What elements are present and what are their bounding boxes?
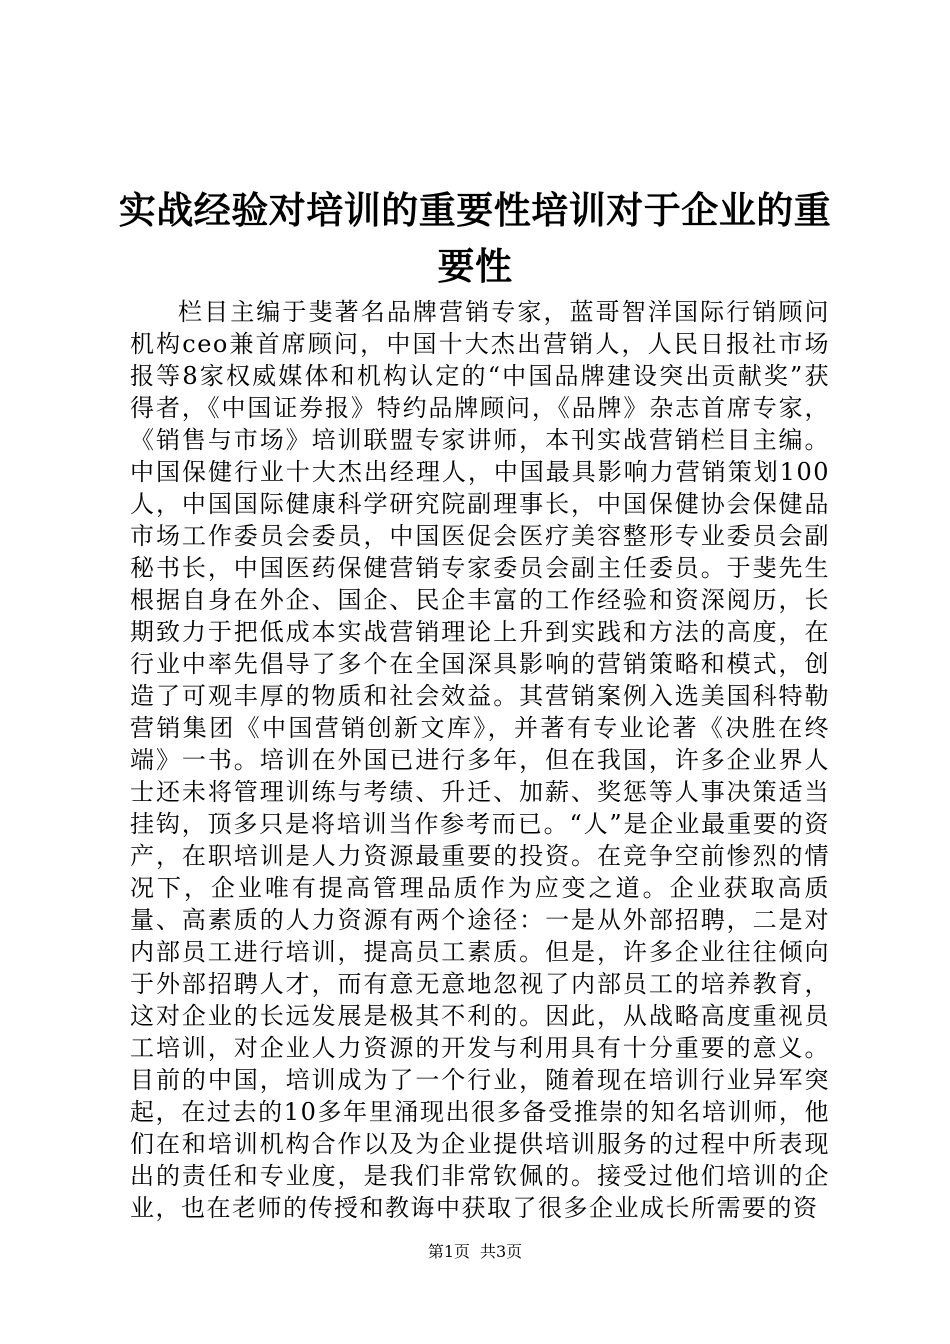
page-total: 共3页 <box>480 1242 523 1261</box>
page-footer <box>0 1242 950 1262</box>
document-body-paragraph: 栏目主编于斐著名品牌营销专家，蓝哥智洋国际行销顾问机构ceo兼首席顾问，中国十大杰出营销人，人民日报社市场报等8家权威媒体和机构认定的“中国品牌建设突出贡献奖”获得者，《中国证券报》特约品牌顾问，《品牌》杂志首席专家，《销售与市场》培训联盟专家讲师，本刊实战营销栏目主编。中国保健行业十大杰出经理人，中国最具影响力营销策划100人，中国国际健康科学研究院副理事长，中国保健协会保健品市场工作委员会委员，中国医促会医疗美容整形专业委员会副秘书长，中国医药保健营销专家委员会副主任委员。于斐先生根据自身在外企、国企、民企丰富的工作经验和资深阅历，长期致力于把低成本实战营销理论上升到实践和方法的高度，在行业中率先倡导了多个在全国深具影响的营销策略和模式，创造了可观丰厚的物质和社会效益。其营销案例入选美国科特勒营销集团《中国营销创新文库》，并著有专业论著《决胜在终端》一书。培训在外国已进行多年，但在我国，许多企业界人士还未将管理训练与考绩、升迁、加薪、奖惩等人事决策适当挂钩，顶多只是将培训当作参考而已。“人”是企业最重要的资产，在职培训是人力资源最重要的投资。在竞争空前惨烈的情况下，企业唯有提高管理品质作为应变之道。企业获取高质量、高素质的人力资源有两个途径：一是从外部招聘，二是对内部员工进行培训，提高员工素质。但是，许多企业往往倾向于外部招聘人才，而有意无意地忽视了内部员工的培养教育，这对企业的长远发展是极其不利的。因此，从战略高度重视员工培训，对企业人力资源的开发与利用具有十分重要的意义。目前的中国，培训成为了一个行业，随着现在培训行业异军突起，在过去的10多年里涌现出很多备受推崇的知名培训师，他们在和培训机构合作以及为企业提供培训服务的过程中所表现出的责任和专业度，是我们非常钦佩的。接受过他们培训的企业，也在老师的传授和教诲中获取了很多企业成长所需要的资 <box>130 298 830 1222</box>
document-title: 实战经验对培训的重要性培训对于企业的重要性 <box>118 188 832 288</box>
page-number: 第1页 <box>427 1242 470 1261</box>
